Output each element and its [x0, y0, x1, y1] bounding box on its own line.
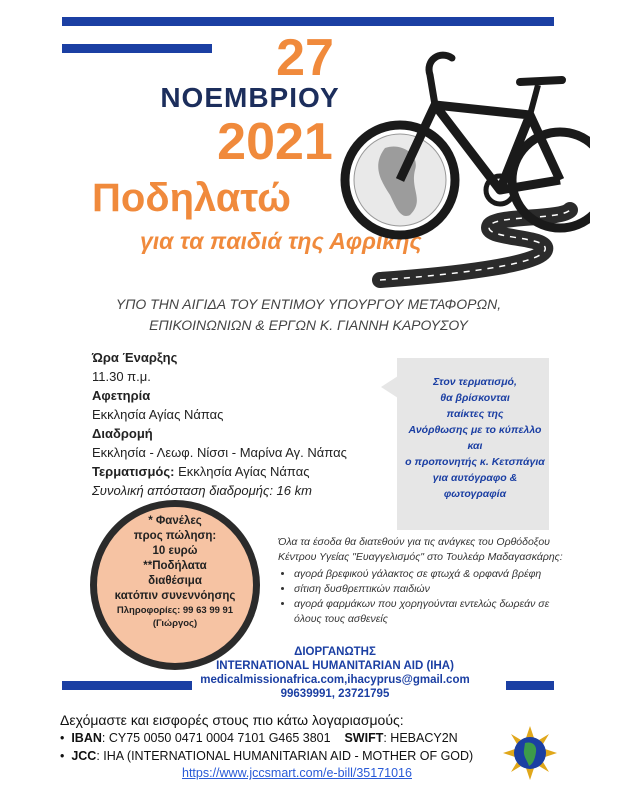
- jcc-payment-link[interactable]: https://www.jccsmart.com/e-bill/35171016: [182, 766, 412, 780]
- bottom-bar-left: [62, 681, 192, 690]
- list-item: • σίτιση δυσθρεπτικών παιδιών: [294, 582, 568, 597]
- organizer-block: [170, 645, 500, 701]
- finish-label: Τερματισμός:: [92, 464, 175, 479]
- circle-line-2: προς πώληση:: [133, 530, 217, 542]
- swift-value: : HEBACY2N: [383, 731, 458, 745]
- jcc-value: : IHA (INTERNATIONAL HUMANITARIAN AID - MOTHER OF GOD): [96, 749, 474, 763]
- bottom-bar-right: [506, 681, 554, 690]
- departure-label: Αφετηρία: [92, 388, 151, 403]
- aegis-text: [20, 294, 597, 336]
- circle-line-6: κατόπιν συνεννόησης: [114, 590, 236, 602]
- circle-line-3: 10 ευρώ: [152, 545, 198, 557]
- circle-line-5: διαθέσιμα: [148, 575, 202, 587]
- aegis-line-2: ΕΠΙΚΟΙΝΩΝΙΩΝ & ΕΡΓΩΝ Κ. ΓΙΑΝΝΗ ΚΑΡΟΥΣΟΥ: [149, 317, 468, 333]
- organizer-phones: 99639991, 23721795: [280, 688, 390, 700]
- finish-value: Εκκλησία Αγίας Νάπας: [178, 464, 310, 479]
- proceeds-list: [278, 567, 568, 627]
- finish-note-line-7: φωτογραφία: [443, 488, 507, 500]
- start-value: 11.30 π.μ.: [92, 369, 151, 384]
- departure-value: Εκκλησία Αγίας Νάπας: [92, 407, 224, 422]
- finish-note-line-4: Ανόρθωσης με το κύπελλο και: [408, 424, 542, 452]
- swift-label: SWIFT: [344, 731, 384, 745]
- merch-circle-text: [97, 514, 253, 630]
- event-info: [92, 348, 372, 500]
- organization-logo-icon: [503, 726, 557, 780]
- proceeds-intro: Όλα τα έσοδα θα διατεθούν για τις ανάγκες του Ορθόδοξου Κέντρου Υγείας "Ευαγγελισμός" στο Τουλεάρ Μαδαγασκάρης:: [278, 536, 563, 563]
- finish-note-line-2: θα βρίσκονται: [440, 392, 510, 404]
- finish-note-line-1: Στον τερματισμό,: [433, 376, 517, 388]
- event-title: Ποδηλατώ: [92, 176, 291, 220]
- event-day: 27: [276, 29, 334, 87]
- jcc-label: JCC: [71, 749, 97, 763]
- donations-intro: Δεχόμαστε και εισφορές στους πιο κάτω λογαριασμούς:: [60, 712, 404, 728]
- iban-value: : CY75 0050 0471 0004 7101 G465 3801: [101, 731, 331, 745]
- finish-note-text: [405, 374, 545, 502]
- circle-phone: Πληροφορίες: 99 63 99 91: [116, 605, 234, 616]
- organizer-emails: medicalmissionafrica.com,ihacyprus@gmail.com: [200, 674, 470, 686]
- bicycle-illustration: [340, 30, 590, 290]
- organizer-name: INTERNATIONAL HUMANITARIAN AID (IHA): [216, 660, 454, 672]
- finish-note-line-6: για αυτόγραφο &: [432, 472, 518, 484]
- iban-label: IBAN: [71, 731, 102, 745]
- circle-line-4: **Ποδήλατα: [143, 560, 207, 572]
- route-label: Διαδρομή: [92, 426, 153, 441]
- bullet-icon: •: [60, 731, 72, 745]
- route-value: Εκκλησία - Λεωφ. Νίσσι - Μαρίνα Αγ. Νάπας: [92, 445, 347, 460]
- top-bar-long: [62, 17, 554, 26]
- bank-row-jcc: [60, 747, 473, 765]
- list-item: • αγορά βρεφικού γάλακτος σε φτωχά & ορφανά βρέφη: [294, 567, 568, 582]
- top-bar-short: [62, 44, 212, 53]
- start-label: Ώρα Έναρξης: [92, 350, 178, 365]
- aegis-line-1: ΥΠΟ ΤΗΝ ΑΙΓΙΔΑ ΤΟΥ ΕΝΤΙΜΟΥ ΥΠΟΥΡΓΟΥ ΜΕΤΑΦΟΡΩΝ,: [115, 296, 502, 312]
- bank-details: [60, 729, 473, 765]
- event-subtitle: για τα παιδιά της Αφρικής: [140, 228, 422, 254]
- bank-row-iban: [60, 729, 473, 747]
- finish-note-line-5: ο προπονητής κ. Κετσπάγια: [405, 456, 545, 468]
- finish-note-pointer: [381, 376, 398, 398]
- circle-contact: (Γιώργος): [152, 618, 198, 629]
- event-month: ΝΟΕΜΒΡΙΟΥ: [160, 82, 340, 113]
- finish-row: [92, 462, 372, 481]
- event-year: 2021: [217, 113, 333, 171]
- list-item: • αγορά φαρμάκων που χορηγούνται εντελώς δωρεάν σε όλους τους ασθενείς: [294, 597, 568, 627]
- bullet-icon: •: [60, 749, 72, 763]
- distance-text: Συνολική απόσταση διαδρομής: 16 km: [92, 483, 312, 498]
- finish-note-line-3: παίκτες της: [446, 408, 504, 420]
- proceeds-section: [278, 535, 568, 627]
- circle-line-1: * Φανέλες: [148, 515, 202, 527]
- organizer-label: ΔΙΟΡΓΑΝΩΤΗΣ: [294, 646, 376, 658]
